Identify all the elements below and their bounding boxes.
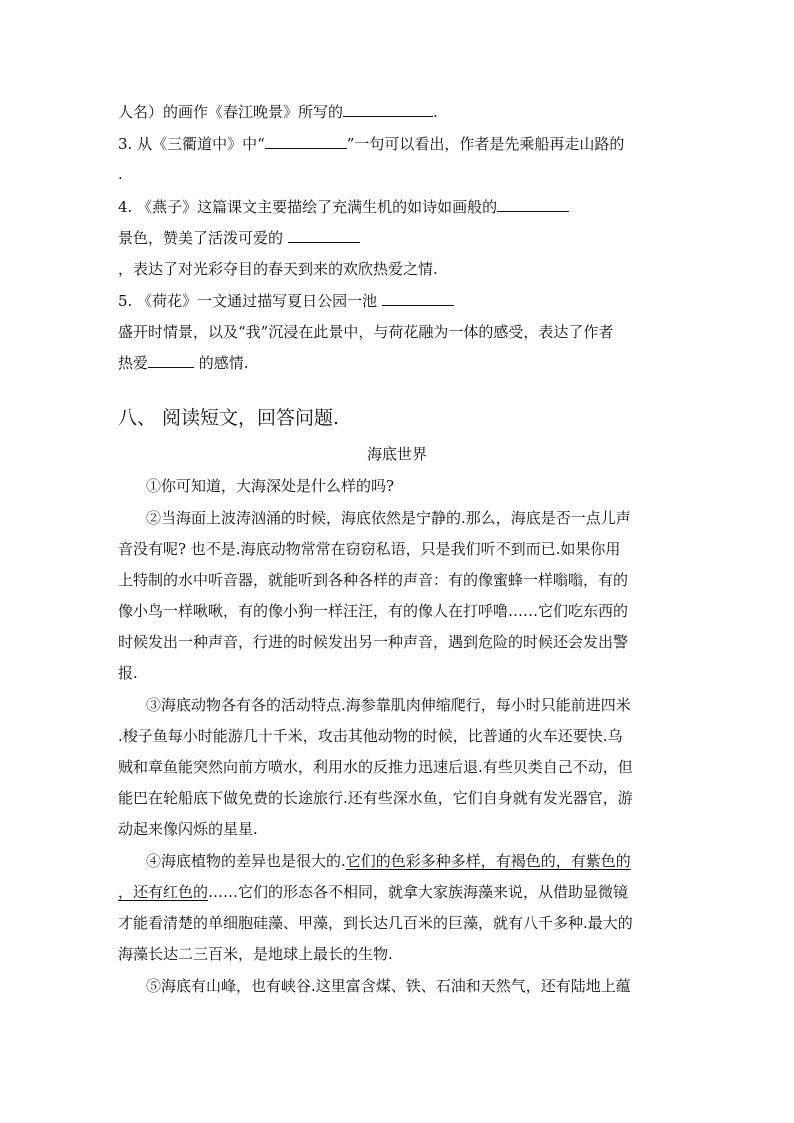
question-3-end: ”一句可以看出，作者是先乘船再走山路的: [346, 135, 625, 153]
answer-blank[interactable]: [497, 197, 569, 212]
question-2-tail: [118, 102, 438, 122]
question-5-line-2: 盛开时情景，以及“我”沉浸在此景中，与荷花融为一体的感受，表达了作者: [118, 323, 614, 341]
paragraph-2-line-1: ②当海面上波涛汹涌的时候，海底依然是宁静的.那么，海底是否一点儿声: [146, 509, 631, 527]
paragraph-4-line-4: 海藻长达二三百米，是地球上最长的生物.: [118, 945, 393, 963]
question-4: [118, 197, 569, 217]
underlined-sentence: 它们的色彩多种多样，有褐色的，有紫色的: [345, 852, 631, 870]
question-4-line-2: [118, 228, 360, 248]
underlined-sentence-continuation: ，还有红色的: [118, 883, 209, 901]
section-heading: 八、 阅读短文，回答问题.: [118, 407, 340, 429]
question-4-line-3: ，表达了对光彩夺目的春天到来的欢欣热爱之情.: [118, 260, 438, 278]
answer-blank[interactable]: [265, 134, 347, 149]
paragraph-3-line-1: ③海底动物各有各的活动特点.海参靠肌肉伸缩爬行，每小时只能前进四米: [146, 696, 631, 714]
paragraph-3-line-4: 能巴在轮船底下做免费的长途旅行.还有些深水鱼，它们自身就有发光器官，游: [118, 789, 633, 807]
paragraph-3-line-2: .梭子鱼每小时能游几十千米，攻击其他动物的时候，比普通的火车还要快.乌: [118, 727, 623, 745]
question-5-line-3-text: 热爱: [118, 354, 149, 372]
paragraph-4-line-2: [118, 882, 628, 902]
question-3-continuation: .: [118, 165, 123, 183]
question-3: [118, 134, 624, 154]
paragraph-4-line-2-text: ……它们的形态各不相同，就拿大家族海藻来说，从借助显微镜: [208, 883, 629, 901]
paragraph-2-line-2: 音没有呢? 也不是.海底动物常常在窃窃私语，只是我们听不到而已.如果你用: [118, 540, 621, 558]
paragraph-3-line-5: 动起来像闪烁的星星.: [118, 820, 258, 838]
question-5-line-3-end: 的感情.: [194, 354, 249, 372]
answer-blank[interactable]: [343, 102, 433, 117]
paragraph-4-line-1: [146, 851, 631, 871]
question-2-end: .: [433, 103, 438, 121]
paragraph-4-line-1-text: ④海底植物的差异也是很大的.: [146, 852, 346, 870]
paragraph-2-line-5: 时候发出一种声音，行进的时候发出另一种声音，遇到危险的时候还会发出警: [118, 633, 629, 651]
question-4-line-2-text: 景色，赞美了活泼可爱的: [118, 229, 288, 247]
paragraph-3-line-3: 贼和章鱼能突然向前方喷水，利用水的反推力迅速后退.有些贝类自己不动，但: [118, 758, 633, 776]
question-2-text: 人名）的画作《春江晚景》所写的: [118, 103, 344, 121]
question-3-text: 3. 从《三衢道中》中“: [118, 135, 265, 153]
answer-blank[interactable]: [288, 228, 360, 243]
paragraph-1: ①你可知道，大海深处是什么样的吗?: [146, 477, 395, 495]
passage-title: 海底世界: [366, 445, 427, 463]
question-5-line-3: [118, 353, 249, 373]
paragraph-4-line-3: 才能看清楚的单细胞硅藻、甲藻，到长达几百米的巨藻，就有八千多种.最大的: [118, 914, 633, 932]
question-5: [118, 291, 454, 311]
paragraph-2-line-4: 像小鸟一样啾啾，有的像小狗一样汪汪，有的像人在打呼噜……它们吃东西的: [118, 602, 629, 620]
question-5-text: 5. 《荷花》一文通过描写夏日公园一池: [118, 292, 382, 310]
paragraph-5-line-1: ⑤海底有山峰，也有峡谷.这里富含煤、铁、石油和天然气，还有陆地上蕴: [146, 977, 631, 995]
question-4-text: 4. 《燕子》这篇课文主要描绘了充满生机的如诗如画般的: [118, 198, 498, 216]
answer-blank[interactable]: [382, 291, 454, 306]
paragraph-2-line-3: 上特制的水中听音器，就能听到各种各样的声音：有的像蜜蜂一样嗡嗡，有的: [118, 571, 629, 589]
answer-blank[interactable]: [148, 353, 194, 368]
paragraph-2-line-6: 报.: [118, 664, 138, 682]
